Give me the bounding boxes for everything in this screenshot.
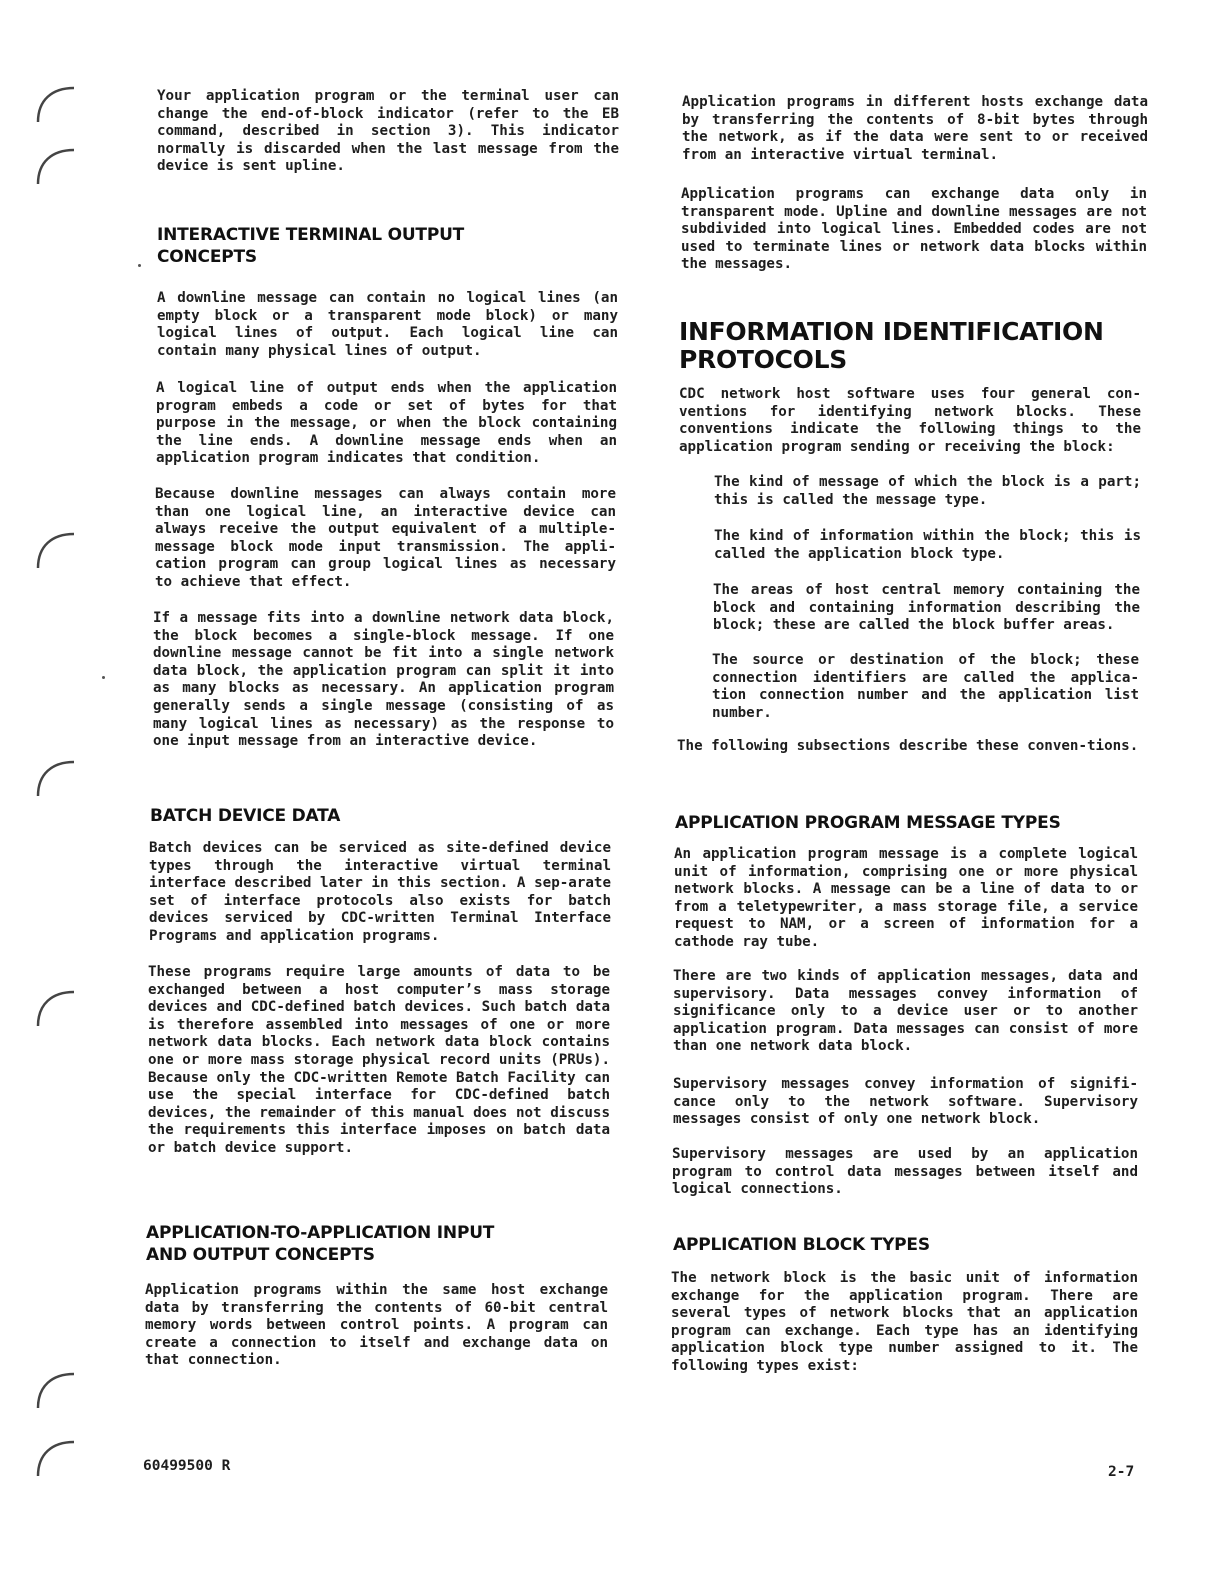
heading-line: PROTOCOLS xyxy=(679,345,847,374)
paragraph: An application program message is a complete logical unit of information, comprising one or more physical network blocks. A message can be a line of data to or from a teletypewriter, a mass storage file, a service request to NAM, or a screen of information for a cathode ray tube. xyxy=(674,846,1138,950)
heading-line: INTERACTIVE TERMINAL OUTPUT xyxy=(157,225,465,245)
heading-application-program-message-types: APPLICATION PROGRAM MESSAGE TYPES xyxy=(675,813,1061,833)
paragraph: Batch devices can be serviced as site-defined device types through the interactive virtual terminal interface described later in this section. A sep-arate set of interface protocols also exists for batch devices serviced by CDC-written Terminal Interface Programs and application programs. xyxy=(149,840,611,944)
heading-line: AND OUTPUT CONCEPTS xyxy=(146,1245,375,1265)
punch-hole-mark xyxy=(34,144,80,190)
scan-speck xyxy=(138,264,141,267)
heading-application-block-types: APPLICATION BLOCK TYPES xyxy=(673,1235,930,1255)
punch-hole-mark xyxy=(34,82,80,128)
paragraph: If a message fits into a downline network data block, the block becomes a single-block message. If one downline message cannot be fit into a single network data block, the application program can split it into as many blocks as necessary. An application program generally sends a single message (consisting of as many logical lines as necessary) as the response to one input message from an interactive device. xyxy=(153,610,614,750)
document-number: 60499500 R xyxy=(143,1458,231,1474)
paragraph: Application programs within the same host exchange data by transferring the contents of 60-bit central memory words between control points. A program can create a connection to itself and exchange data on that connection. xyxy=(145,1282,608,1369)
punch-hole-mark xyxy=(34,528,80,574)
paragraph: Because downline messages can always contain more than one logical line, an interactive device can always receive the output equivalent of a multiple-message block mode input transmission. The appli-cation program can group logical lines as necessary to achieve that effect. xyxy=(155,486,616,590)
paragraph: CDC network host software uses four general con-ventions for identifying network blocks. These conventions indicate the following things to the application program sending or receiving the block: xyxy=(679,386,1141,455)
heading-application-to-application xyxy=(146,1222,494,1266)
punch-hole-mark xyxy=(34,1368,80,1414)
list-item: The source or destination of the block; these connection identifiers are called the applica-tion connection number and the application list number. xyxy=(712,652,1139,721)
paragraph: There are two kinds of application messages, data and supervisory. Data messages convey information of significance only to a device user or to another application program. Data messages can consist of more than one network data block. xyxy=(673,968,1138,1055)
heading-line: CONCEPTS xyxy=(157,247,257,267)
paragraph: Application programs can exchange data only in transparent mode. Upline and downline messages are not subdivided into logical lines. Embedded codes are not used to terminate lines or network data blocks within the messages. xyxy=(681,186,1147,273)
punch-hole-mark xyxy=(34,1436,80,1482)
heading-batch-device-data: BATCH DEVICE DATA xyxy=(150,806,341,826)
paragraph: Supervisory messages are used by an application program to control data messages between itself and logical connections. xyxy=(672,1146,1138,1198)
paragraph: Application programs in different hosts exchange data by transferring the contents of 8-bit bytes through the network, as if the data were sent to or received from an interactive virtual terminal. xyxy=(682,94,1148,163)
page-number: 2-7 xyxy=(1108,1464,1135,1480)
paragraph: A downline message can contain no logical lines (an empty block or a transparent mode block) or many logical lines of output. Each logical line can contain many physical lines of output. xyxy=(157,290,618,359)
paragraph: A logical line of output ends when the application program embeds a code or set of bytes for that purpose in the message, or when the block containing the line ends. A downline message ends when an application program indicates that condition. xyxy=(156,380,617,467)
heading-information-identification-protocols xyxy=(679,318,1104,374)
list-item: The kind of information within the block; this is called the application block type. xyxy=(714,528,1141,562)
heading-line: INFORMATION IDENTIFICATION xyxy=(679,317,1104,346)
punch-hole-mark xyxy=(34,986,80,1032)
paragraph: The following subsections describe these conven-tions. xyxy=(677,738,1139,754)
paragraph: The network block is the basic unit of information exchange for the application program. There are several types of network blocks that an application program can exchange. Each type has an identifying application block type number assigned to it. The following types exist: xyxy=(671,1270,1138,1374)
paragraph: Supervisory messages convey information of signifi-cance only to the network software. Supervisory messages consist of only one network block. xyxy=(673,1076,1138,1128)
list-item: The kind of message of which the block is a part; this is called the message type. xyxy=(714,474,1141,508)
heading-interactive-terminal-output xyxy=(157,224,464,268)
heading-line: APPLICATION-TO-APPLICATION INPUT xyxy=(146,1223,495,1243)
paragraph: These programs require large amounts of data to be exchanged between a host computer’s mass storage devices and CDC-defined batch devices. Such batch data is therefore assembled into messages of one or more network data blocks. Each network data block contains one or more mass storage physical record units (PRUs). Because only the CDC-written Remote Batch Facility can use the special interface for CDC-defined batch devices, the remainder of this manual does not discuss the requirements this interface imposes on batch data or batch device support. xyxy=(148,964,610,1156)
scan-speck xyxy=(102,676,105,679)
list-item: The areas of host central memory containing the block and containing information describing the block; these are called the block buffer areas. xyxy=(713,582,1140,634)
left-intro-paragraph: Your application program or the terminal user can change the end-of-block indicator (refer to the EB command, described in section 3). This indicator normally is discarded when the last message from the device is sent upline. xyxy=(157,88,619,175)
punch-hole-mark xyxy=(34,756,80,802)
